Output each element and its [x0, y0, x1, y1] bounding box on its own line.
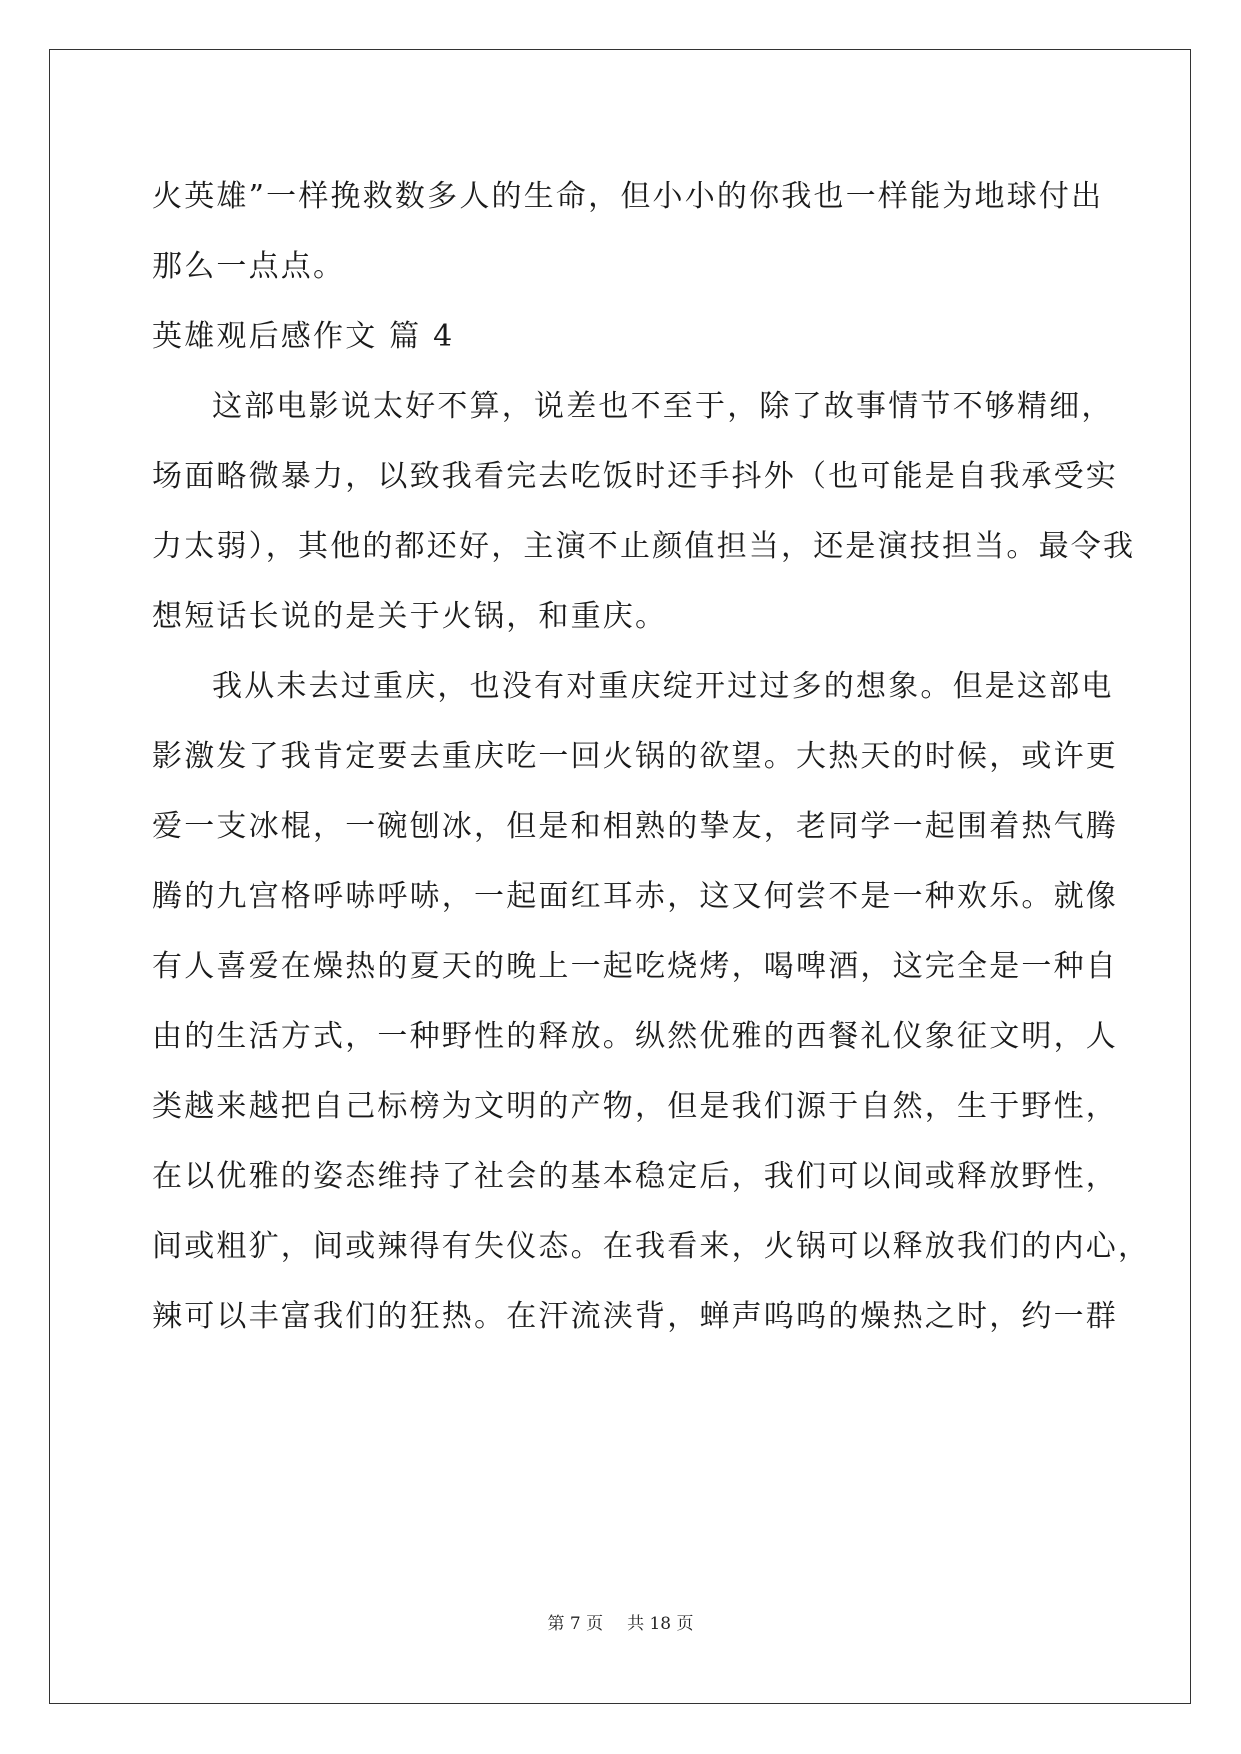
text-line: 间或粗犷，间或辣得有失仪态。在我看来，火锅可以释放我们的内心， [152, 1229, 1151, 1264]
page-number: 第 7 页 [547, 1614, 604, 1634]
text-line: 火英雄”一样挽救数多人的生命，但小小的你我也一样能为地球付出 [152, 179, 1104, 214]
text-line: 腾的九宫格呼哧呼哧，一起面红耳赤，这又何尝不是一种欢乐。就像 [152, 879, 1118, 914]
text-line: 想短话长说的是关于火锅，和重庆。 [152, 599, 668, 634]
text-line: 辣可以丰富我们的狂热。在汗流浃背，蝉声呜呜的燥热之时，约一群 [152, 1299, 1118, 1334]
text-line: 力太弱），其他的都还好，主演不止颜值担当，还是演技担当。最令我 [152, 529, 1136, 564]
section-heading: 英雄观后感作文 篇 4 [152, 319, 455, 354]
text-line: 类越来越把自己标榜为文明的产物，但是我们源于自然，生于野性， [152, 1089, 1118, 1124]
document-body [152, 162, 1151, 1352]
text-line: 我从未去过重庆，也没有对重庆绽开过过多的想象。但是这部电 [212, 669, 1114, 704]
text-line: 场面略微暴力，以致我看完去吃饭时还手抖外（也可能是自我承受实 [152, 459, 1118, 494]
text-line: 这部电影说太好不算，说差也不至于，除了故事情节不够精细， [212, 389, 1114, 424]
text-line: 影激发了我肯定要去重庆吃一回火锅的欲望。大热天的时候，或许更 [152, 739, 1118, 774]
page-total: 共 18 页 [627, 1614, 694, 1634]
text-line: 爱一支冰棍，一碗刨冰，但是和相熟的挚友，老同学一起围着热气腾 [152, 809, 1118, 844]
text-line: 在以优雅的姿态维持了社会的基本稳定后，我们可以间或释放野性， [152, 1159, 1118, 1194]
text-line: 那么一点点。 [152, 249, 346, 284]
text-line: 有人喜爱在燥热的夏天的晚上一起吃烧烤，喝啤酒，这完全是一种自 [152, 949, 1118, 984]
page-footer [0, 1609, 1241, 1634]
text-line: 由的生活方式，一种野性的释放。纵然优雅的西餐礼仪象征文明，人 [152, 1019, 1118, 1054]
